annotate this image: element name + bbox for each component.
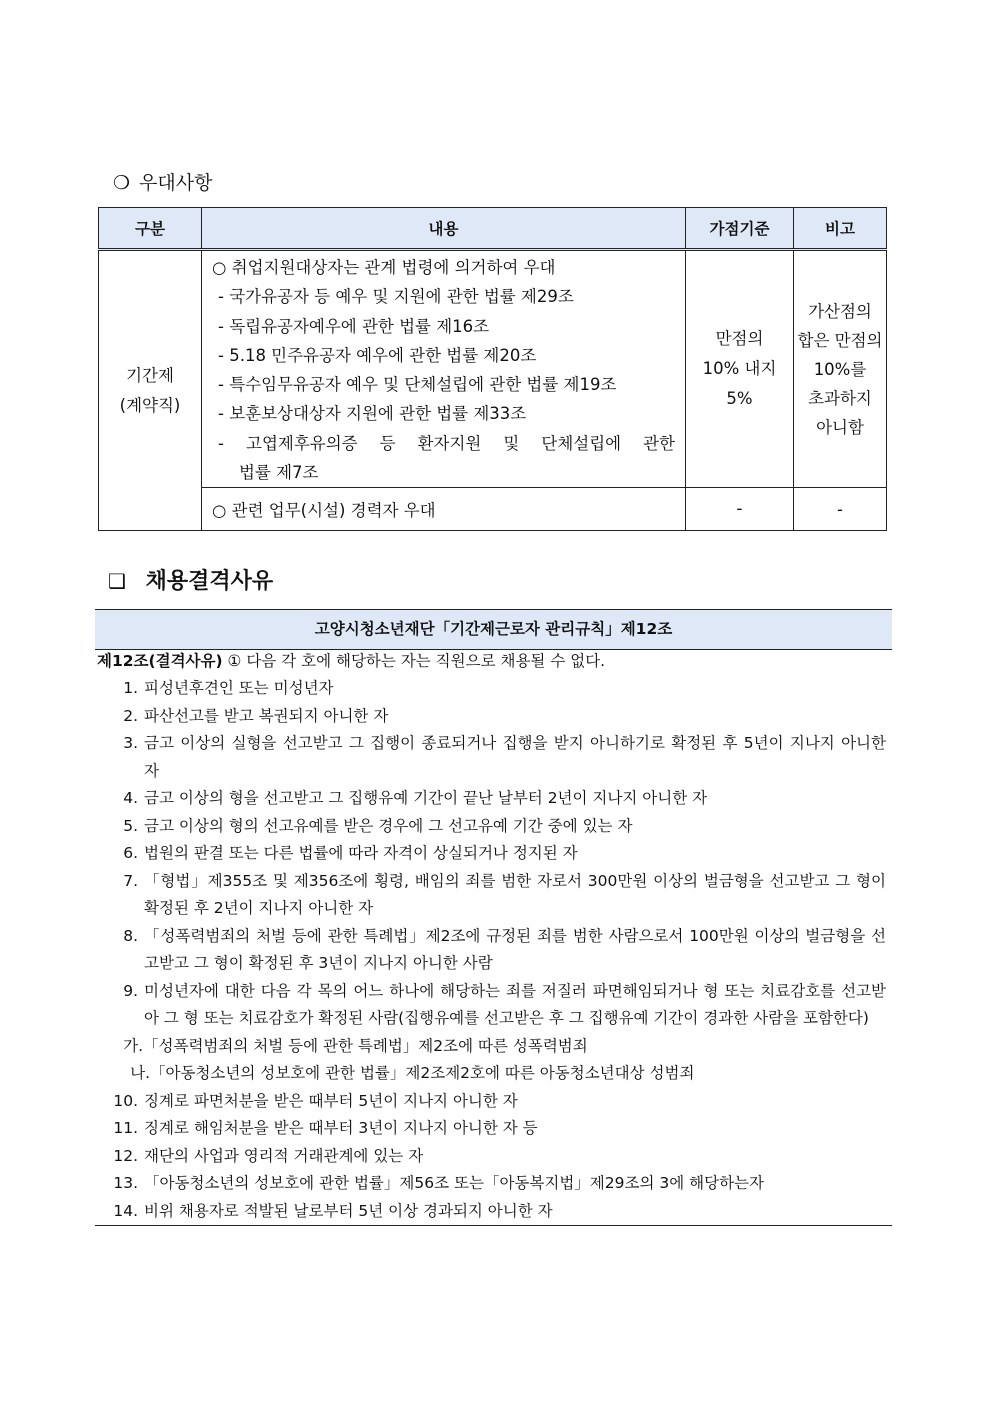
table-row [99, 488, 887, 531]
sub-item-label: 나. [130, 1064, 150, 1082]
law-body [95, 648, 892, 1226]
header-score: 가점기준 [686, 208, 794, 250]
item-text: 비위 채용자로 적발된 날로부터 5년 이상 경과되지 아니한 자 [144, 1201, 553, 1220]
list-item [95, 978, 892, 1033]
content-word: 및 [503, 433, 520, 453]
item-number: 3. [123, 734, 138, 752]
note-line: 아니함 [816, 417, 864, 437]
note-line: 10%를 [813, 359, 867, 379]
score-cell: - [686, 488, 794, 531]
list-item [95, 923, 892, 978]
content-line: - 독립유공자예우에 관한 법률 제16조 [218, 316, 490, 336]
sub-item-text: 「아동청소년의 성보호에 관한 법률」제2조제2호에 따른 아동청소년대상 성범죄 [150, 1064, 695, 1082]
list-item [95, 1088, 892, 1116]
item-text: 파산선고를 받고 복권되지 아니한 자 [144, 706, 389, 725]
item-text: 「형법」제355조 및 제356조에 횡령, 배임의 죄를 범한 자로서 300만원 이상의 벌금형을 선고받고 그 형이 확정된 후 2년이 지나지 아니한 자 [144, 871, 886, 917]
item-number: 2. [123, 706, 138, 725]
item-text: 징계로 파면처분을 받은 때부터 5년이 지나지 아니한 자 [144, 1091, 518, 1110]
category-cell [99, 250, 202, 531]
content-cell: ○ 관련 업무(시설) 경력자 우대 [202, 488, 686, 531]
law-intro [95, 648, 892, 675]
item-text: 금고 이상의 형을 선고받고 그 집행유예 기간이 끝난 날부터 2년이 지나지 아니한 자 [144, 789, 708, 807]
score-line: 10% 내지 [702, 359, 777, 379]
preference-title-text: 우대사항 [139, 172, 213, 194]
item-number: 6. [123, 844, 138, 862]
note-cell: - [794, 488, 887, 531]
list-item [95, 1170, 892, 1198]
note-line: 가산점의 [808, 301, 872, 321]
header-content: 내용 [202, 208, 686, 250]
item-number: 13. [113, 1174, 138, 1192]
article-label: 제12조(결격사유) [97, 652, 223, 670]
square-bullet-icon: ❑ [108, 569, 126, 593]
sub-item-text: 「성폭력범죄의 처벌 등에 관한 특례법」제2조에 따른 성폭력범죄 [143, 1036, 588, 1055]
category-line: (계약직) [119, 395, 181, 415]
sub-item-label: 가. [123, 1036, 143, 1055]
content-cell [202, 250, 686, 488]
law-title: 고양시청소년재단「기간제근로자 관리규칙」제12조 [95, 609, 892, 650]
list-item [95, 868, 892, 923]
content-word: 관한 [643, 433, 675, 453]
item-number: 12. [113, 1146, 138, 1165]
list-item [95, 675, 892, 703]
table-header-row [99, 208, 887, 250]
content-word: 고엽제후유의증 [246, 433, 358, 453]
score-line: 5% [726, 389, 753, 409]
content-line: - 특수임무유공자 예우 및 단체설립에 관한 법률 제19조 [218, 375, 617, 395]
list-item [95, 1198, 892, 1227]
item-number: 14. [113, 1201, 138, 1220]
preference-table [98, 207, 887, 531]
item-number: 4. [123, 789, 138, 807]
content-word: 단체설립에 [541, 433, 622, 453]
article-text: ① 다음 각 호에 해당하는 자는 직원으로 채용될 수 없다. [222, 652, 606, 670]
content-line [212, 429, 675, 458]
content-line: - 5.18 민주유공자 예우에 관한 법률 제20조 [218, 345, 537, 365]
note-line: 초과하지 [808, 388, 872, 408]
content-word: 환자지원 [417, 433, 482, 453]
score-cell [686, 250, 794, 488]
item-text: 금고 이상의 실형을 선고받고 그 집행이 종료되거나 집행을 받지 아니하기로 확정된 후 5년이 지나지 아니한 자 [144, 734, 886, 780]
item-text: 「아동청소년의 성보호에 관한 법률」제56조 또는「아동복지법」제29조의 3에 해당하는자 [144, 1174, 765, 1192]
list-item [95, 703, 892, 731]
item-number: 8. [123, 926, 138, 945]
content-line: 법률 제7조 [239, 463, 319, 483]
item-number: 5. [123, 816, 138, 835]
list-item [95, 813, 892, 841]
item-number: 1. [123, 679, 138, 697]
list-item [95, 840, 892, 868]
preference-section-title [113, 168, 212, 195]
header-note: 비고 [794, 208, 887, 250]
note-cell [794, 250, 887, 488]
category-line: 기간제 [126, 365, 174, 385]
header-category: 구분 [99, 208, 202, 250]
item-text: 재단의 사업과 영리적 거래관계에 있는 자 [144, 1146, 424, 1165]
table-row [99, 250, 887, 488]
list-item [95, 785, 892, 813]
content-word: 등 [379, 433, 396, 453]
note-line: 합은 만점의 [797, 330, 883, 350]
list-item [95, 730, 892, 785]
sub-list-item [95, 1033, 892, 1061]
content-line: - 보훈보상대상자 지원에 관한 법률 제33조 [218, 404, 527, 424]
disqualification-title-text: 채용결격사유 [145, 569, 274, 594]
list-item [95, 1143, 892, 1171]
content-line: ○ 취업지원대상자는 관계 법령에 의거하여 우대 [212, 258, 556, 277]
item-number: 10. [113, 1091, 138, 1110]
item-text: 금고 이상의 형의 선고유예를 받은 경우에 그 선고유예 기간 중에 있는 자 [144, 816, 633, 835]
content-line: - 국가유공자 등 예우 및 지원에 관한 법률 제29조 [218, 287, 574, 307]
circle-bullet-icon: ❍ [113, 172, 131, 194]
sub-list-item [95, 1060, 892, 1088]
item-number: 7. [123, 871, 138, 890]
item-text: 징계로 해임처분을 받은 때부터 3년이 지나지 아니한 자 등 [144, 1119, 538, 1137]
score-line: 만점의 [715, 329, 764, 349]
item-text: 「성폭력범죄의 처벌 등에 관한 특례법」제2조에 규정된 죄를 범한 사람으로서 100만원 이상의 벌금형을 선고받고 그 형이 확정된 후 3년이 지나지 아니한 사람 [144, 926, 886, 972]
item-text: 법원의 판결 또는 다른 법률에 따라 자격이 상실되거나 정지된 자 [144, 844, 578, 862]
item-number: 11. [113, 1119, 138, 1137]
list-item [95, 1115, 892, 1143]
item-text: 피성년후견인 또는 미성년자 [144, 679, 334, 697]
content-word: - [218, 433, 224, 453]
disqualification-section-title [108, 564, 273, 595]
item-text: 미성년자에 대한 다음 각 목의 어느 하나에 해당하는 죄를 저질러 파면해임되거나 형 또는 치료감호를 선고받아 그 형 또는 치료감호가 확정된 사람(집행유예를 선고받은 후 그 집행유예 기간이 경과한 사람을 포함한다) [144, 981, 886, 1027]
item-number: 9. [123, 981, 138, 1000]
